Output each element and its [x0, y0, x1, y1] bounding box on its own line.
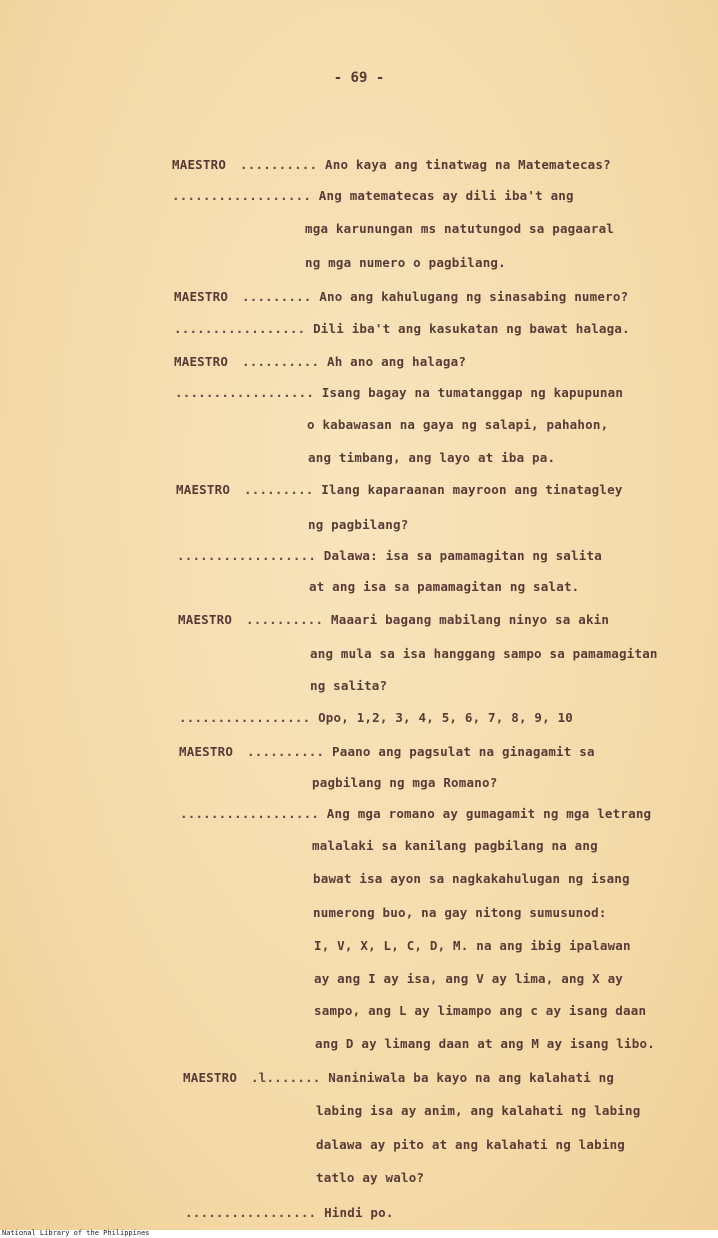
dialogue-line — [183, 1070, 614, 1085]
dialogue-line — [174, 321, 630, 336]
dot-leader: .................. — [172, 188, 312, 203]
line-text: ng mga numero o pagbilang. — [305, 255, 506, 270]
line-text: Hindi po. — [324, 1205, 394, 1220]
line-text: Ang matematecas ay dili iba't ang — [318, 188, 574, 203]
line-text: Dili iba't ang kasukatan ng bawat halaga. — [313, 321, 630, 336]
line-text: Ano kaya ang tinatwag na Matematecas? — [325, 157, 611, 172]
dialogue-line — [179, 710, 573, 725]
line-text: Opo, 1,2, 3, 4, 5, 6, 7, 8, 9, 10 — [318, 710, 574, 725]
line-text: o kabawasan na gaya ng salapi, pahahon, — [307, 417, 609, 432]
line-text: bawat isa ayon sa nagkakahulugan ng isang — [313, 871, 630, 886]
dialogue-line — [314, 971, 623, 986]
line-text: Isang bagay na tumatanggap ng kapupunan — [321, 385, 624, 400]
line-text: Naniniwala ba kayo na ang kalahati ng — [328, 1070, 615, 1085]
line-text: Paano ang pagsulat na ginagamit sa — [332, 744, 595, 759]
line-text: tatlo ay walo? — [316, 1170, 425, 1185]
dialogue-line — [176, 482, 623, 497]
dialogue-line — [172, 188, 574, 203]
dialogue-line — [316, 1103, 640, 1118]
dialogue-line — [180, 806, 651, 821]
dialogue-line — [185, 1205, 394, 1220]
line-text: ng salita? — [310, 678, 388, 693]
dialogue-line — [174, 289, 628, 304]
dot-leader: ................. — [174, 321, 306, 336]
dialogue-line — [316, 1170, 424, 1185]
line-text: sampo, ang L ay limampo ang c ay isang daan — [314, 1003, 647, 1018]
dialogue-line — [305, 255, 506, 270]
dot-leader: ......... — [242, 289, 312, 304]
line-text: Ilang kaparaanan mayroon ang tinatagley — [321, 482, 623, 497]
line-text: Ang mga romano ay gumagamit ng mga letrang — [326, 806, 652, 821]
dialogue-line — [310, 678, 387, 693]
line-text: I, V, X, L, C, D, M. na ang ibig ipalawan — [314, 938, 631, 953]
line-text: Ah ano ang halaga? — [327, 354, 467, 369]
speaker-label: MAESTRO — [178, 612, 233, 627]
speaker-label: MAESTRO — [183, 1070, 238, 1085]
line-text: ang D ay limang daan at ang M ay isang libo. — [315, 1036, 655, 1051]
dot-leader: .................. — [175, 385, 315, 400]
dot-leader: .......... — [247, 744, 325, 759]
line-text: malalaki sa kanilang pagbilang na ang — [312, 838, 598, 853]
dialogue-line — [177, 548, 602, 563]
dot-leader: ................. — [185, 1205, 317, 1220]
dot-leader: .......... — [242, 354, 320, 369]
speaker-label: MAESTRO — [174, 289, 229, 304]
dot-leader: ................. — [179, 710, 311, 725]
line-text: pagbilang ng mga Romano? — [312, 775, 498, 790]
speaker-label: MAESTRO — [176, 482, 231, 497]
dialogue-line — [312, 838, 598, 853]
dot-leader: .......... — [240, 157, 318, 172]
line-text: dalawa ay pito at ang kalahati ng labing — [316, 1137, 626, 1152]
page-number: - 69 - — [333, 70, 385, 86]
dialogue-line — [314, 1003, 646, 1018]
line-text: numerong buo, na gay nitong sumusunod: — [313, 905, 607, 920]
speaker-label: MAESTRO — [179, 744, 234, 759]
dot-leader: .......... — [246, 612, 324, 627]
line-text: ang timbang, ang layo at iba pa. — [308, 450, 556, 465]
speaker-label: MAESTRO — [172, 157, 227, 172]
dialogue-line — [179, 744, 595, 759]
dialogue-line — [308, 450, 555, 465]
dialogue-line — [175, 385, 623, 400]
dot-leader: .................. — [177, 548, 317, 563]
dialogue-line — [312, 775, 497, 790]
dot-leader: .l....... — [251, 1070, 321, 1085]
line-text: Maaari bagang mabilang ninyo sa akin — [331, 612, 610, 627]
dialogue-line — [307, 417, 608, 432]
dialogue-line — [178, 612, 609, 627]
line-text: Ano ang kahulugang ng sinasabing numero? — [319, 289, 629, 304]
dialogue-line — [310, 646, 658, 661]
dialogue-line — [313, 871, 630, 886]
dot-leader: ......... — [244, 482, 314, 497]
dialogue-line — [314, 938, 631, 953]
dialogue-line — [308, 517, 408, 532]
line-text: ang mula sa isa hanggang sampo sa pamamagitan — [310, 646, 658, 661]
dialogue-line — [315, 1036, 655, 1051]
dialogue-line — [309, 579, 579, 594]
speaker-label: MAESTRO — [174, 354, 229, 369]
footer-credit: National Library of the Philippines — [2, 1229, 150, 1237]
line-text: at ang isa sa pamamagitan ng salat. — [309, 579, 580, 594]
line-text: Dalawa: isa sa pamamagitan ng salita — [323, 548, 602, 563]
dialogue-line — [172, 157, 611, 172]
dialogue-line — [313, 905, 607, 920]
dialogue-line — [305, 221, 614, 236]
dialogue-line — [316, 1137, 625, 1152]
line-text: mga karunungan ms natutungod sa pagaaral — [305, 221, 615, 236]
line-text: ng pagbilang? — [308, 517, 409, 532]
line-text: labing isa ay anim, ang kalahati ng labing — [316, 1103, 641, 1118]
dialogue-line — [174, 354, 466, 369]
line-text: ay ang I ay isa, ang V ay lima, ang X ay — [314, 971, 624, 986]
dot-leader: .................. — [180, 806, 320, 821]
